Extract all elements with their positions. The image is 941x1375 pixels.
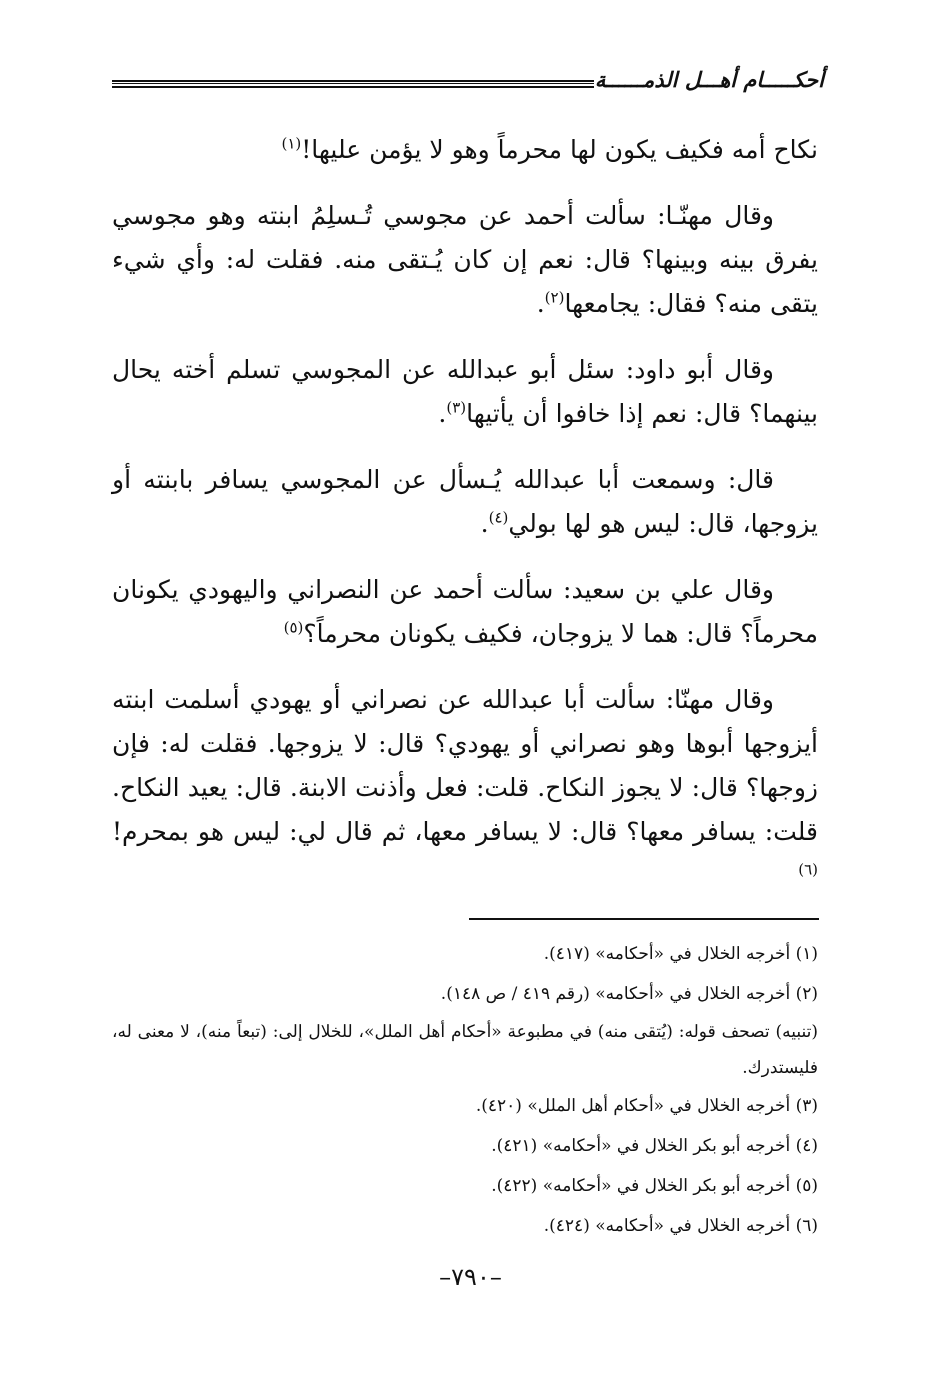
page-number: –٧٩٠– (439, 1263, 502, 1291)
footnote-reference: (٢) (544, 288, 565, 307)
running-header (112, 66, 824, 106)
main-text (112, 128, 818, 898)
footnote: (٣) أخرجه الخلال في «أحكام أهل الملل» (٤٢٠). (475, 1096, 818, 1116)
paragraph (112, 194, 818, 326)
footnote: (٦) أخرجه الخلال في «أحكامه» (٤٢٤). (543, 1216, 818, 1236)
footnote-reference: (١) (281, 134, 302, 153)
footnote-reference: (٤) (488, 508, 509, 527)
paragraph-end-punct: . (480, 509, 489, 538)
paragraph-text: وقال مهنّـا: سألت أحمد عن مجوسي تُـسلِمُ ابنته وهو مجوسي يفرق بينه وبينها؟ قال: نعم إن كان يُـتقى منه. فقلت له: وأي شيء يتقى منه؟ فقال: يجامعها (112, 201, 818, 318)
paragraph-end-punct: . (438, 399, 447, 428)
footnote: (٥) أخرجه أبو بكر الخلال في «أحكامه» (٤٢٢). (491, 1176, 818, 1196)
footnote-reference: (٦) (798, 860, 818, 879)
paragraph (112, 128, 818, 172)
footnote-reference: (٣) (446, 398, 467, 417)
header-double-rule (112, 80, 594, 88)
paragraph-text: وقال أبو داود: سئل أبو عبدالله عن المجوسي تسلم أخته يحال بينهما؟ قال: نعم إذا خافوا أن يأتيها (112, 355, 818, 428)
paragraph-text: قال: وسمعت أبا عبدالله يُـسأل عن المجوسي يسافر بابنته أو يزوجها، قال: ليس هو لها بولي (112, 465, 818, 538)
footnote: (٢) أخرجه الخلال في «أحكامه» (رقم ٤١٩ / ص ١٤٨). (440, 984, 818, 1004)
book-title: أحكـــــام أهـــل الذمــــــة (594, 68, 824, 92)
footnotes (112, 934, 818, 1246)
footnote: (٤) أخرجه أبو بكر الخلال في «أحكامه» (٤٢١). (491, 1136, 818, 1156)
paragraph-text: وقال مهنّا: سألت أبا عبدالله عن نصراني أو يهودي أسلمت ابنته أيزوجها أبوها وهو نصراني أو يهودي؟ قال: لا يزوجها. فقلت له: فإن زوجها؟ قال: لا يجوز النكاح. قلت: فعل وأذنت الابنة. قال: يعيد النكاح. قلت: يسافر معها؟ قال: لا يسافر معها، ثم قال لي: ليس هو بمحرم! (112, 685, 818, 846)
paragraph (112, 568, 818, 656)
footnote: (١) أخرجه الخلال في «أحكامه» (٤١٧). (543, 944, 818, 964)
paragraph (112, 348, 818, 436)
paragraph-text: نكاح أمه فكيف يكون لها محرماً وهو لا يؤمن عليها! (301, 135, 818, 164)
footnote-separator (469, 918, 819, 920)
footnote-warning: (تنبيه) تصحف قوله: (يُتقى منه) في مطبوعة «أحكام أهل الملل»، للخلال إلى: (تبعاً منه)، لا معنى له، فليستدرك. (112, 1022, 818, 1078)
paragraph-end-punct: . (536, 289, 545, 318)
paragraph-text: وقال علي بن سعيد: سألت أحمد عن النصراني واليهودي يكونان محرماً؟ قال: هما لا يزوجان، فكيف يكونان محرماً؟ (112, 575, 818, 648)
paragraph (112, 678, 818, 898)
paragraph (112, 458, 818, 546)
footnote-reference: (٥) (283, 618, 304, 637)
